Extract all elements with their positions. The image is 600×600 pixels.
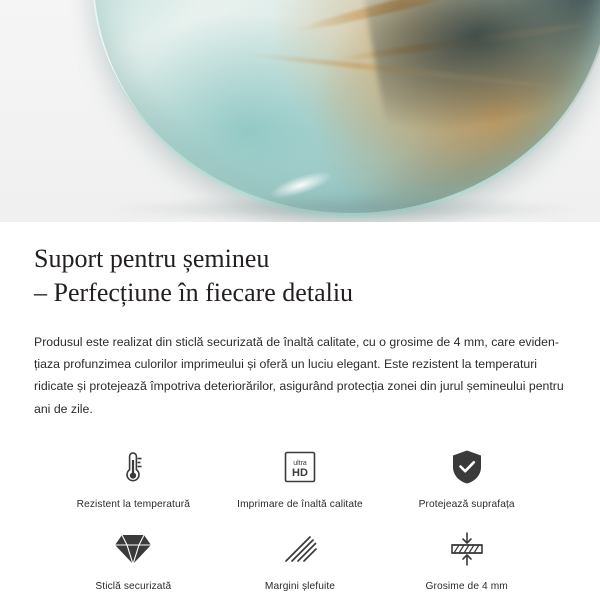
feature-label: Grosime de 4 mm <box>425 581 508 593</box>
page-title-line-1: Suport pentru șemineu <box>34 244 270 273</box>
hero-image <box>0 0 600 222</box>
feature-grid <box>34 444 566 592</box>
feature-label: Sticlă securizată <box>95 581 172 593</box>
product-drop-shadow <box>110 196 580 222</box>
feature-label: Margini șlefuite <box>264 581 336 593</box>
thickness-4mm-icon <box>444 526 490 572</box>
feature-item-tempered-glass <box>50 526 217 592</box>
page-title-line-2: – Perfecțiune în fiecare detaliu <box>34 278 354 308</box>
feature-item-print-quality <box>217 444 384 510</box>
page-title <box>34 242 566 311</box>
ultra-hd-icon <box>277 444 323 490</box>
thermometer-icon <box>110 444 156 490</box>
marble-vein <box>243 51 572 91</box>
polished-edges-icon <box>277 526 323 572</box>
content-block <box>0 222 600 592</box>
feature-label: Imprimare de înaltă calitate <box>237 499 363 511</box>
svg-text:HD: HD <box>292 467 308 480</box>
marble-vein <box>295 0 589 36</box>
marble-vein <box>333 20 592 64</box>
product-description-paragraph: Produsul este realizat din sticlă securizată de înaltă calitate, cu o grosime de 4 mm, care eviden-țiaza profunzimea culorilor imprimeului și oferă un luciu elegant. Este rezistent la temperaturi ridicate și protejează împotriva deteriorărilor, asigurând protecția zonei din jurul șemineului pentru ani de zile. <box>34 334 564 416</box>
svg-text:ultra: ultra <box>293 460 307 468</box>
feature-item-thickness <box>383 526 550 592</box>
feature-item-temperature <box>50 444 217 510</box>
feature-item-surface-protection <box>383 444 550 510</box>
feature-label: Protejează suprafața <box>418 499 515 511</box>
feature-item-polished-edges <box>217 526 384 592</box>
diamond-icon <box>110 526 156 572</box>
feature-label: Rezistent la temperatură <box>76 499 191 511</box>
shield-check-icon <box>444 444 490 490</box>
